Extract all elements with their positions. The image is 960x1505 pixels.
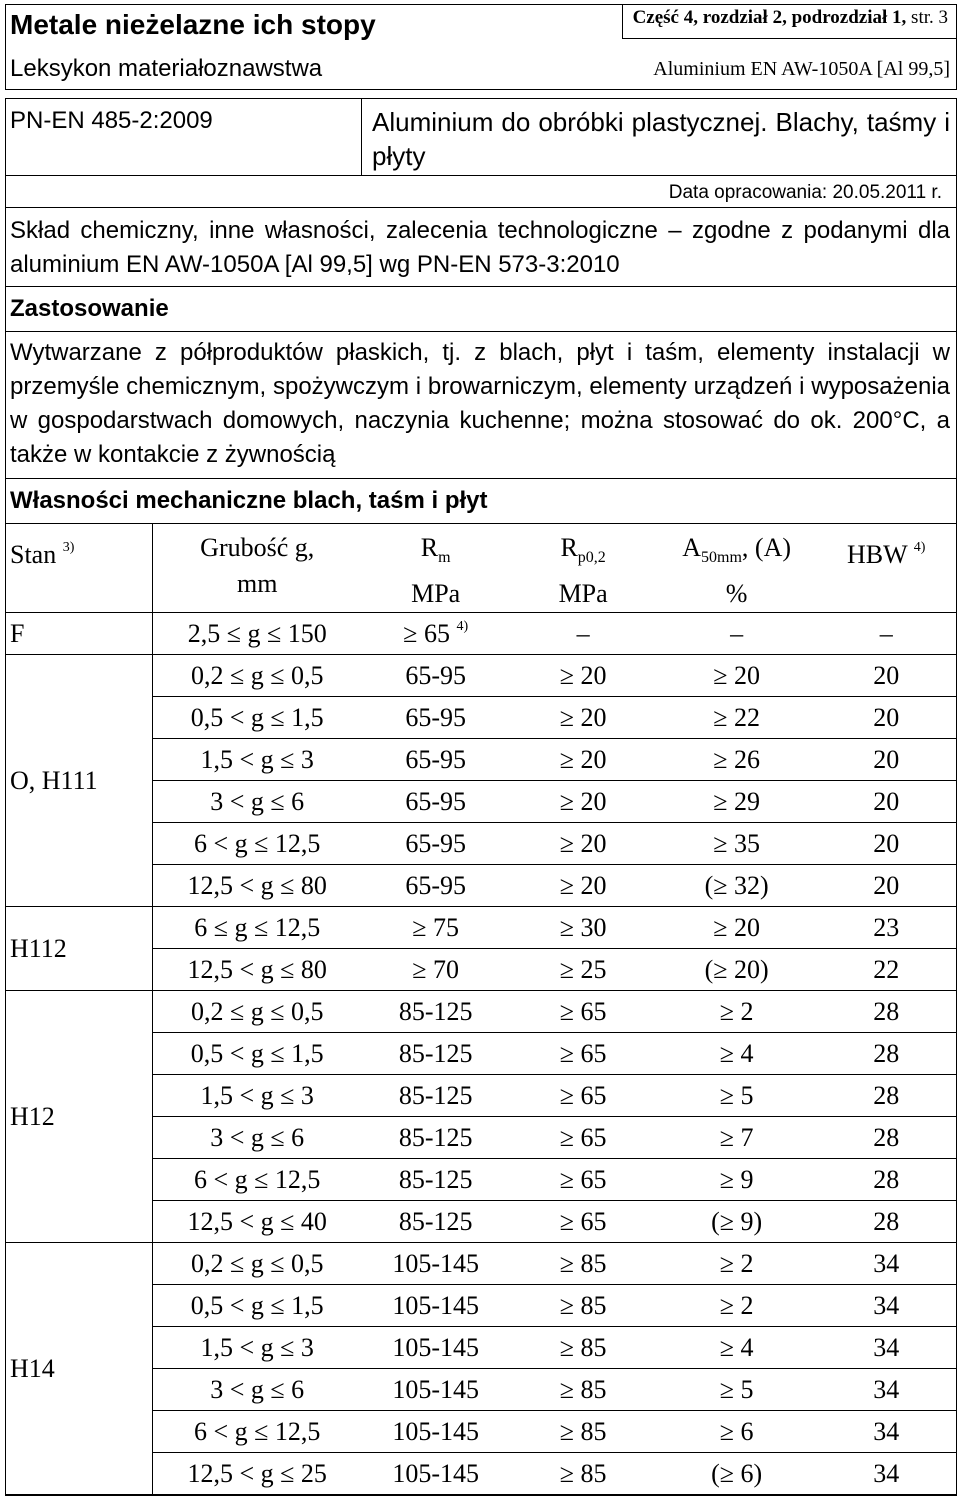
thickness-cell: 12,5 < g ≤ 80 [152, 949, 362, 991]
rp-cell: ≥ 85 [509, 1327, 656, 1369]
thickness-cell: 2,5 ≤ g ≤ 150 [152, 613, 362, 655]
thickness-cell: 12,5 < g ≤ 25 [152, 1453, 362, 1495]
rm-cell: 65-95 [362, 865, 509, 907]
rm-cell: 105-145 [362, 1327, 509, 1369]
footnote-marker: 4) [456, 618, 469, 634]
mechanical-heading: Własności mechaniczne blach, taśm i płyt [6, 479, 956, 524]
rp-cell: ≥ 20 [509, 823, 656, 865]
rp-cell: ≥ 20 [509, 781, 656, 823]
preparation-date: Data opracowania: 20.05.2011 r. [6, 176, 956, 208]
hbw-cell: 22 [816, 949, 956, 991]
rp-cell: ≥ 20 [509, 697, 656, 739]
thickness-cell: 6 < g ≤ 12,5 [152, 823, 362, 865]
table-row [6, 655, 956, 697]
page-title: Metale nieżelazne ich stopy [10, 9, 376, 40]
elongation-cell: ≥ 4 [657, 1033, 817, 1075]
elongation-cell: ≥ 5 [657, 1369, 817, 1411]
rp-cell: ≥ 65 [509, 991, 656, 1033]
rm-cell: 85-125 [362, 1117, 509, 1159]
thickness-cell: 1,5 < g ≤ 3 [152, 1327, 362, 1369]
hbw-cell: 20 [816, 697, 956, 739]
rm-cell: 105-145 [362, 1411, 509, 1453]
rm-cell: ≥ 70 [362, 949, 509, 991]
elongation-cell: ≥ 22 [657, 697, 817, 739]
elongation-cell: ≥ 2 [657, 991, 817, 1033]
hbw-cell: 20 [816, 655, 956, 697]
thickness-cell: 12,5 < g ≤ 40 [152, 1201, 362, 1243]
elongation-cell: ≥ 29 [657, 781, 817, 823]
part-page: str. 3 [906, 7, 948, 28]
rp-cell: ≥ 85 [509, 1453, 656, 1495]
rp-cell: ≥ 65 [509, 1159, 656, 1201]
table-row [6, 613, 956, 655]
rp-cell: ≥ 85 [509, 1285, 656, 1327]
rm-cell: 85-125 [362, 1159, 509, 1201]
standard-number: PN-EN 485-2:2009 [6, 99, 362, 175]
elongation-cell: (≥ 20) [657, 949, 817, 991]
col-header-stan: Stan $^{3)}$ [6, 524, 152, 613]
rm-cell: 65-95 [362, 739, 509, 781]
thickness-cell: 12,5 < g ≤ 80 [152, 865, 362, 907]
elongation-cell: ≥ 2 [657, 1285, 817, 1327]
elongation-cell: ≥ 2 [657, 1243, 817, 1285]
col-header-elongation: $A_{50mm}$, (A) % [657, 524, 817, 613]
rm-cell: 85-125 [362, 1075, 509, 1117]
rp-cell: ≥ 65 [509, 1117, 656, 1159]
elongation-cell: ≥ 4 [657, 1327, 817, 1369]
document-page [5, 4, 957, 1496]
elongation-cell: ≥ 7 [657, 1117, 817, 1159]
hbw-cell: – [816, 613, 956, 655]
elongation-cell: – [657, 613, 817, 655]
col-header-thickness: Grubość g, mm [152, 524, 362, 613]
col-header-hbw: HBW $^{4)}$ [816, 524, 956, 613]
stan-cell: O, H111 [6, 655, 152, 907]
hbw-cell: 34 [816, 1285, 956, 1327]
thickness-cell: 1,5 < g ≤ 3 [152, 739, 362, 781]
standard-description: Aluminium do obróbki plastycznej. Blachy, taśmy i płyty [372, 107, 950, 171]
table-header-row [6, 524, 956, 613]
rp-cell: ≥ 85 [509, 1243, 656, 1285]
content-block [5, 98, 957, 1496]
rm-cell: ≥ 65 $^{4)}$ [362, 613, 509, 655]
elongation-cell: (≥ 32) [657, 865, 817, 907]
rm-cell: 105-145 [362, 1453, 509, 1495]
rm-cell: 85-125 [362, 1201, 509, 1243]
rp-cell: ≥ 25 [509, 949, 656, 991]
table-row [6, 907, 956, 949]
rm-cell: ≥ 75 [362, 907, 509, 949]
table-row [6, 991, 956, 1033]
application-heading: Zastosowanie [6, 287, 956, 332]
stan-cell: F [6, 613, 152, 655]
hbw-cell: 20 [816, 823, 956, 865]
elongation-cell: ≥ 20 [657, 655, 817, 697]
hbw-cell: 28 [816, 1117, 956, 1159]
rp-cell: ≥ 20 [509, 865, 656, 907]
rm-cell: 105-145 [362, 1243, 509, 1285]
application-text: Wytwarzane z półproduktów płaskich, tj. z blach, płyt i taśm, elementy instalacji w przemyśle chemicznym, spożywczym i browarniczym, elementy urządzeń i wyposażenia w gospodarstwach domowych, naczynia kuchenne; można stosować do ok. 200°C, a także w kontakcie z żywnością [6, 332, 956, 479]
thickness-cell: 6 < g ≤ 12,5 [152, 1411, 362, 1453]
thickness-cell: 3 < g ≤ 6 [152, 1369, 362, 1411]
hbw-cell: 34 [816, 1453, 956, 1495]
thickness-cell: 3 < g ≤ 6 [152, 781, 362, 823]
rm-cell: 105-145 [362, 1369, 509, 1411]
rm-cell: 85-125 [362, 991, 509, 1033]
part-reference [622, 5, 956, 39]
rp-cell: ≥ 85 [509, 1411, 656, 1453]
col-header-rp: $R_{p0,2}$ MPa [509, 524, 656, 613]
hbw-cell: 34 [816, 1369, 956, 1411]
stan-cell: H14 [6, 1243, 152, 1495]
hbw-cell: 20 [816, 865, 956, 907]
rm-cell: 65-95 [362, 655, 509, 697]
mechanical-properties-table [6, 524, 956, 1495]
elongation-cell: ≥ 26 [657, 739, 817, 781]
elongation-cell: ≥ 35 [657, 823, 817, 865]
thickness-cell: 6 < g ≤ 12,5 [152, 1159, 362, 1201]
hbw-cell: 28 [816, 1075, 956, 1117]
part-chapter: Część 4, rozdział 2, podrozdział 1, [632, 7, 907, 28]
composition-text: Skład chemiczny, inne własności, zalecenia technologiczne – zgodne z podanymi dla aluminium EN AW-1050A [Al 99,5] wg PN-EN 573-3:2010 [6, 208, 956, 287]
elongation-cell: ≥ 20 [657, 907, 817, 949]
thickness-cell: 0,5 < g ≤ 1,5 [152, 1285, 362, 1327]
hbw-cell: 34 [816, 1327, 956, 1369]
lexicon-title: Leksykon materiałoznawstwa [10, 55, 323, 82]
thickness-cell: 0,2 ≤ g ≤ 0,5 [152, 655, 362, 697]
thickness-cell: 3 < g ≤ 6 [152, 1117, 362, 1159]
hbw-cell: 28 [816, 991, 956, 1033]
thickness-cell: 0,2 ≤ g ≤ 0,5 [152, 1243, 362, 1285]
thickness-cell: 0,5 < g ≤ 1,5 [152, 697, 362, 739]
rm-cell: 65-95 [362, 697, 509, 739]
alloy-name: Aluminium EN AW-1050A [Al 99,5] [653, 58, 950, 80]
hbw-cell: 28 [816, 1033, 956, 1075]
rp-cell: – [509, 613, 656, 655]
thickness-cell: 1,5 < g ≤ 3 [152, 1075, 362, 1117]
rp-cell: ≥ 85 [509, 1369, 656, 1411]
thickness-cell: 0,2 ≤ g ≤ 0,5 [152, 991, 362, 1033]
thickness-cell: 0,5 < g ≤ 1,5 [152, 1033, 362, 1075]
hbw-cell: 23 [816, 907, 956, 949]
hbw-cell: 34 [816, 1411, 956, 1453]
hbw-cell: 34 [816, 1243, 956, 1285]
stan-cell: H112 [6, 907, 152, 991]
elongation-cell: ≥ 9 [657, 1159, 817, 1201]
rp-cell: ≥ 65 [509, 1033, 656, 1075]
elongation-cell: ≥ 5 [657, 1075, 817, 1117]
table-row [6, 1243, 956, 1285]
elongation-cell: ≥ 6 [657, 1411, 817, 1453]
hbw-cell: 28 [816, 1159, 956, 1201]
elongation-cell: (≥ 9) [657, 1201, 817, 1243]
col-header-rm: $R_m$ MPa [362, 524, 509, 613]
rp-cell: ≥ 20 [509, 655, 656, 697]
rp-cell: ≥ 30 [509, 907, 656, 949]
rm-cell: 65-95 [362, 781, 509, 823]
stan-cell: H12 [6, 991, 152, 1243]
hbw-cell: 20 [816, 781, 956, 823]
rm-cell: 85-125 [362, 1033, 509, 1075]
thickness-cell: 6 ≤ g ≤ 12,5 [152, 907, 362, 949]
elongation-cell: (≥ 6) [657, 1453, 817, 1495]
hbw-cell: 28 [816, 1201, 956, 1243]
rm-cell: 65-95 [362, 823, 509, 865]
rp-cell: ≥ 20 [509, 739, 656, 781]
rm-cell: 105-145 [362, 1285, 509, 1327]
rp-cell: ≥ 65 [509, 1201, 656, 1243]
rp-cell: ≥ 65 [509, 1075, 656, 1117]
hbw-cell: 20 [816, 739, 956, 781]
page-header [5, 4, 957, 90]
